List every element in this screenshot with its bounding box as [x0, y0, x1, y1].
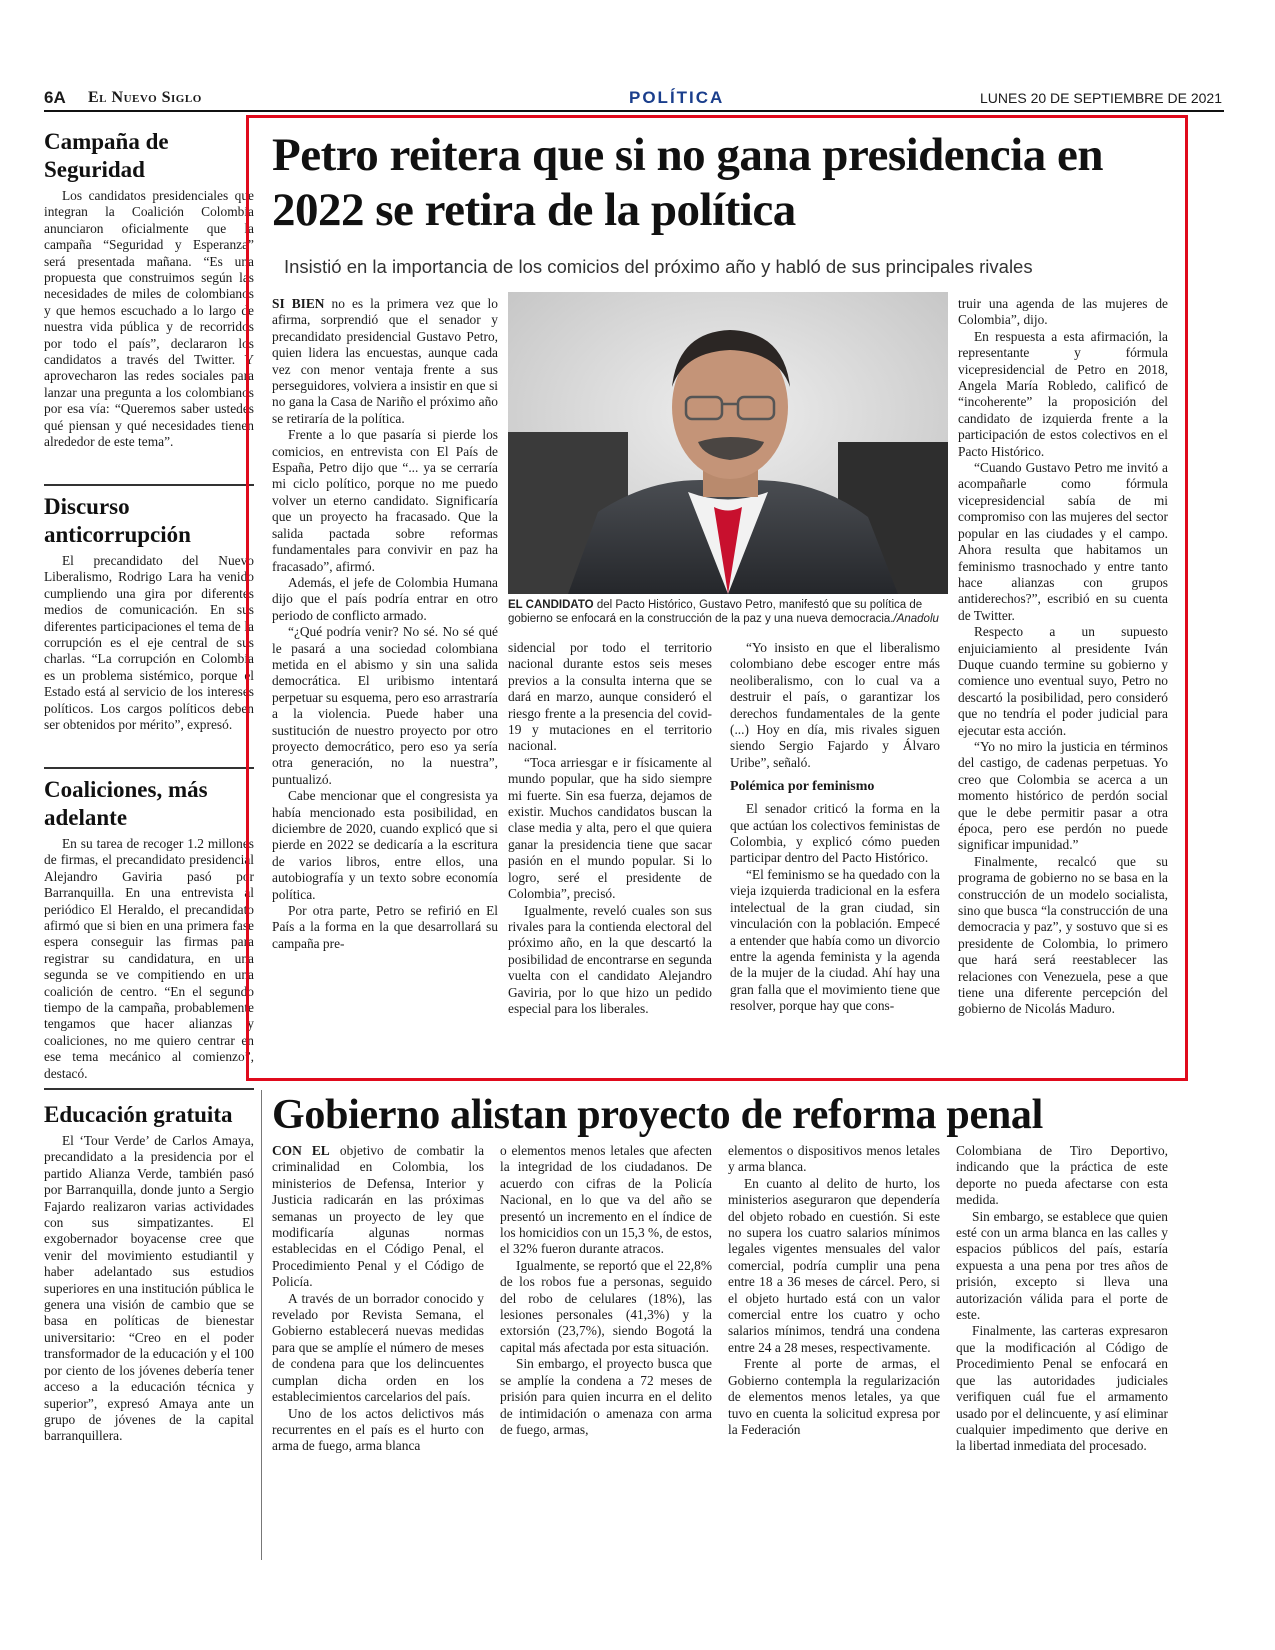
sidebar-brief-anticorrupcion	[44, 493, 254, 733]
paragraph: El senador criticó la forma en la que actúan los colectivos feministas de Colombia, y explicó cómo pueden participar dentro del Pacto Histórico.	[730, 801, 940, 866]
lead-in: CON EL	[272, 1143, 330, 1158]
header-rule	[44, 110, 1224, 112]
paragraph: Además, el jefe de Colombia Humana dijo que el país podría entrar en otro periodo de conflicto armado.	[272, 574, 498, 623]
paragraph: “El feminismo se ha quedado con la vieja izquierda tradicional en la esfera intelectual de la gran ciudad, sin vinculación con la población. Empecé a entender que había como un divorcio entre la agenda feminista y la agenda de la mujer de la ciudad. Ahí hay una gran falla que el movimiento tiene que resolver, porque hay que cons-	[730, 866, 940, 1014]
lead-in: SI BIEN	[272, 296, 325, 311]
paragraph: elementos o dispositivos menos letales y arma blanca.	[728, 1143, 940, 1175]
candidate-photo	[508, 292, 948, 594]
sidebar-brief-coaliciones	[44, 776, 254, 1082]
paragraph: Colombiana de Tiro Deportivo, indicando que la práctica de este deporte no pueda afectarse con esta medida.	[956, 1143, 1168, 1208]
paragraph: no es la primera vez que lo afirma, sorprendió que el senador y precandidato presidencial Gustavo Petro, quien lidera las encuestas, aunque cada vez con menor ventaja frente a sus perseguidores, volviera a insistir en que si no gana la Casa de Nariño el próximo año se retiraría de la política.	[272, 296, 498, 426]
article2-column-4	[956, 1143, 1168, 1455]
brief-text: El precandidato del Nuevo Liberalismo, Rodrigo Lara ha venido cumpliendo una gira por diferentes medios de comunicación. En sus diferentes participaciones el tema de la corrupción es el eje central de sus charlas. “La corrupción en Colombia es un problema sistémico, porque el Estado está al servicio de los intereses políticos. Los cargos políticos deben ser obtenidos por mérito”, expresó.	[44, 553, 254, 733]
article2-headline: Gobierno alistan proyecto de reforma penal	[272, 1092, 1043, 1138]
page-number: 6A	[44, 88, 66, 107]
section-name: POLÍTICA	[629, 88, 725, 107]
paragraph: Frente al porte de armas, el Gobierno contempla la regularización de elementos menos letales, ya que tuvo en cuenta la solicitud expresa por la Federación	[728, 1356, 940, 1437]
caption-text: del Pacto Histórico, Gustavo Petro, manifestó que su política de gobierno se enfocará en la construcción de la paz y una nueva democracia.	[508, 599, 923, 625]
paragraph: Respecto a un supuesto enjuiciamiento al presidente Iván Duque cuando termine su gobierno y comience uno eventual suyo, Petro no descartó la posibilidad, pero consideró que no tendría el poder judicial para ejecutar esta acción.	[958, 624, 1168, 738]
paragraph: Finalmente, las carteras expresaron que la modificación al Código de Procedimiento Penal se enfocará en que las autoridades judiciales verifiquen cuál fue el armamento usado por el delincuente, y así eliminar cualquier impedimento que derive en la libertad inmediata del procesado.	[956, 1323, 1168, 1454]
article-headline: Petro reitera que si no gana presidencia en 2022 se retira de la política	[272, 129, 1103, 236]
brief-title: Coaliciones, más adelante	[44, 777, 208, 830]
photo-credit: /Anadolu	[893, 613, 939, 625]
brief-title: Campaña de Seguridad	[44, 129, 169, 182]
paragraph: Sin embargo, el proyecto busca que se amplíe la condena a 72 meses de prisión para quien incurra en el delito de intimidación o amenaza con arma de fuego, armas,	[500, 1356, 712, 1437]
paragraph: Igualmente, se reportó que el 22,8% de los robos fue a personas, seguido del robo de celulares (18%), las lesiones personales (41,3%) y la extorsión (23,7%), siendo Bogotá la capital más afectada por esta situación.	[500, 1257, 712, 1355]
brief-title: Educación gratuita	[44, 1102, 233, 1127]
article2-column-3	[728, 1143, 940, 1438]
paragraph: objetivo de combatir la criminalidad en Colombia, los ministerios de Defensa, Interior y Justicia radicarán en las próximas semanas un proyecto de ley que modificaría algunas normas establecidas en el Código Penal, el Procedimiento Penal y el Código de Policía.	[272, 1143, 485, 1290]
sidebar-divider	[44, 1088, 254, 1090]
column-rule	[261, 1090, 262, 1560]
paragraph: Cabe mencionar que el congresista ya había mencionado esta posibilidad, en diciembre de 2020, cuando explicó que si pierde en 2022 se dedicaría a la escritura de varios libros, entre ellos, una autobiografía y un texto sobre economía política.	[272, 788, 498, 902]
paragraph: “Cuando Gustavo Petro me invitó a acompañarle como fórmula vicepresidencial sabía de mi compromiso con las mujeres del sector popular en las ciudades y el campo. Ahora resulta que habitamos un feminismo trasnochado y entre tanto hace alianzas con grupos antiderechos?”, escribió en su cuenta de Twitter.	[958, 460, 1168, 623]
paragraph: Frente a lo que pasaría si pierde los comicios, en entrevista con El País de España, Petro dijo que “... ya se cerraría mi ciclo político, porque no me puedo volver un eterno candidato. Significaría que un proyecto ha fracasado. Que la salida pactada sobre reformas fundamentales para convivir en paz ha fracasado”, afirmó.	[272, 427, 498, 574]
article-subhead: Polémica por feminismo	[730, 779, 875, 795]
article-column-3	[730, 640, 940, 1015]
article-column-4	[958, 296, 1168, 1018]
paragraph: sidencial por todo el territorio nacional durante estos seis meses previos a la consulta interna que se dará en marzo, aunque consideró el riesgo frente a la presencia del covid-19 y mutaciones en el territorio nacional.	[508, 640, 712, 754]
paragraph: A través de un borrador conocido y revelado por Revista Semana, el Gobierno establecerá nuevas medidas para que se amplíe el número de meses de condena para que los delincuentes cumplan dicha orden en los establecimientos carcelarios del país.	[272, 1290, 484, 1405]
sidebar-divider	[44, 484, 254, 486]
sidebar-brief-educacion	[44, 1101, 254, 1445]
paragraph: Igualmente, reveló cuales son sus rivales para la contienda electoral del próximo año, en la que descartó la posibilidad de encontrarse en segunda vuelta con el candidato Alejandro Gaviria, por lo que hizo un pedido especial para los liberales.	[508, 902, 712, 1016]
photo-caption	[508, 598, 948, 626]
brief-text: Los candidatos presidenciales que integran la Coalición Colombia anunciaron oficialmente que la campaña “Seguridad y Esperanza” será presentada mañana. “Es una propuesta que construimos según las necesidades de miles de colombianos y que hemos escuchado a lo largo de nuestra vida pública y de recorridos por todo el país”, declararon los candidatos a través del Twitter. Y aprovecharon las redes sociales para lanzar una pregunta a los colombianos por esa vía: “Queremos saber ustedes qué piensan y qué necesidades tienen alrededor de este tema”.	[44, 188, 254, 450]
paragraph: “Toca arriesgar e ir físicamente al mundo popular, que ha sido siempre mi fuerte. Sin esa fuerza, dejamos de existir. Muchos candidatos buscan la clase media y alta, pero el que quiera ganar la presidencia tiene que sacar pasión en el mundo popular. Si lo logro, seré el presidente de Colombia”, precisó.	[508, 754, 712, 902]
paragraph: En cuanto al delito de hurto, los ministerios aseguraron que dependería del objeto robado en cuestión. Si este no supera los cuatro salarios mínimos legales vigentes mensuales del valor comercial, podría cumplir una pena entre 18 a 36 meses de cárcel. Pero, si el objeto hurtado está con un valor comercial entre los cuatro y ocho salarios mínimos, tendrá una condena entre 24 a 28 meses, respectivamente.	[728, 1175, 940, 1355]
paragraph: Por otra parte, Petro se refirió en El País a la forma en la que desarrollará su campaña pre-	[272, 903, 498, 951]
paragraph: Finalmente, recalcó que su programa de gobierno no se basa en la construcción de un modelo socialista, sino que busca “la construcción de una democracia y paz”, y sostuvo que si es presidente de Colombia, lo primero que hará será reestablecer las relaciones con Venezuela, pese a que tiene una diferente percepción del gobierno de Nicolás Maduro.	[958, 853, 1168, 1017]
brief-text: En su tarea de recoger 1.2 millones de firmas, el precandidato presidencial Alejandro Gaviria pasó por Barranquilla. En una entrevista al periódico El Heraldo, el precandidato afirmó que si bien en una primera fase espera conseguir las firmas para registrar su candidatura, en una segunda se ve compitiendo en una coalición de centro. “En el segundo tiempo de la campaña, probablemente tengamos que hacer alianzas y coaliciones, no me quiero centrar en ese tema mecánico al comienzo”, destacó.	[44, 836, 254, 1081]
paragraph: En respuesta a esta afirmación, la representante y fórmula vicepresidencial de Petro en 2018, Angela María Robledo, calificó de “incoherente” la proposición del candidato de izquierda frente a la participación de estos colectivos en el Pacto Histórico.	[958, 328, 1168, 459]
paragraph: o elementos menos letales que afecten la integridad de los ciudadanos. De acuerdo con cifras de la Policía Nacional, en lo que va del año se presentó un incremento en el índice de los homicidios con un 15,3 %, de estos, el 32% fueron durante atracos.	[500, 1143, 713, 1257]
issue-date: LUNES 20 DE SEPTIEMBRE DE 2021	[980, 90, 1222, 106]
caption-lead: EL CANDIDATO	[508, 599, 594, 611]
article2-column-1	[272, 1143, 484, 1455]
portrait-image	[508, 292, 948, 594]
article-column-2	[508, 640, 712, 1017]
paragraph: “¿Qué podría venir? No sé. No sé qué le pasará a una sociedad colombiana metida en el abismo y sin una salida democrática. El uribismo intentará perpetuar su esquema, pero eso arrastraría a la violencia. Puede haber una sustitución de nuestro proyecto por otro proyecto democrático, pero eso ya sería otra generación, no la nuestra”, puntualizó.	[272, 624, 498, 787]
sidebar-divider	[44, 767, 254, 769]
brief-title: Discurso anticorrupción	[44, 494, 191, 547]
page-header	[44, 88, 1234, 112]
paragraph: “Yo no miro la justicia en términos del castigo, de cadenas perpetuas. Yo creo que Colombia se acerca a un momento histórico de perdón social que le debe permitir pasar a otra época, pero ese perdón no puede significar impunidad.”	[958, 738, 1168, 853]
paragraph: Sin embargo, se establece que quien esté con un arma blanca en las calles y espacios públicos del país, estaría expuesta a una pena por tres años de prisión, excepto si lleva una autorización válida para el porte de este.	[956, 1208, 1168, 1323]
newspaper-name: El Nuevo Siglo	[88, 89, 202, 106]
brief-text: El ‘Tour Verde’ de Carlos Amaya, precandidato a la presidencia por el partido Alianza Verde, también pasó por Barranquilla, donde junto a Sergio Fajardo realizaron varias actividades con sus simpatizantes. El exgobernador boyacense cree que venir del movimiento estudiantil y haber adelantado sus estudios superiores en una institución pública le genera una visión de cambio que se basa en políticas de bienestar universitario: “Creo en el poder transformador de la educación y el 100 por ciento de los jóvenes debería tener acceso a la educación técnica y superior”, expresó Amaya ante un grupo de jóvenes de la capital barranquillera.	[44, 1133, 254, 1444]
sidebar-brief-seguridad	[44, 128, 254, 451]
paragraph: Uno de los actos delictivos más recurrentes en el país es el hurto con arma de fuego, arma blanca	[272, 1405, 484, 1454]
article2-column-2	[500, 1143, 712, 1438]
paragraph: “Yo insisto en que el liberalismo colombiano debe escoger entre más neoliberalismo, con lo cual va a destruir el país, o garantizar los derechos fundamentales de la gente (...) Hoy en día, mis rivales siguen siendo Sergio Fajardo y Álvaro Uribe”, señaló.	[730, 640, 940, 770]
article-deck: Insistió en la importancia de los comicios del próximo año y habló de sus principales rivales	[284, 256, 1033, 277]
paragraph: truir una agenda de las mujeres de Colombia”, dijo.	[958, 296, 1168, 328]
article-column-1	[272, 296, 498, 952]
